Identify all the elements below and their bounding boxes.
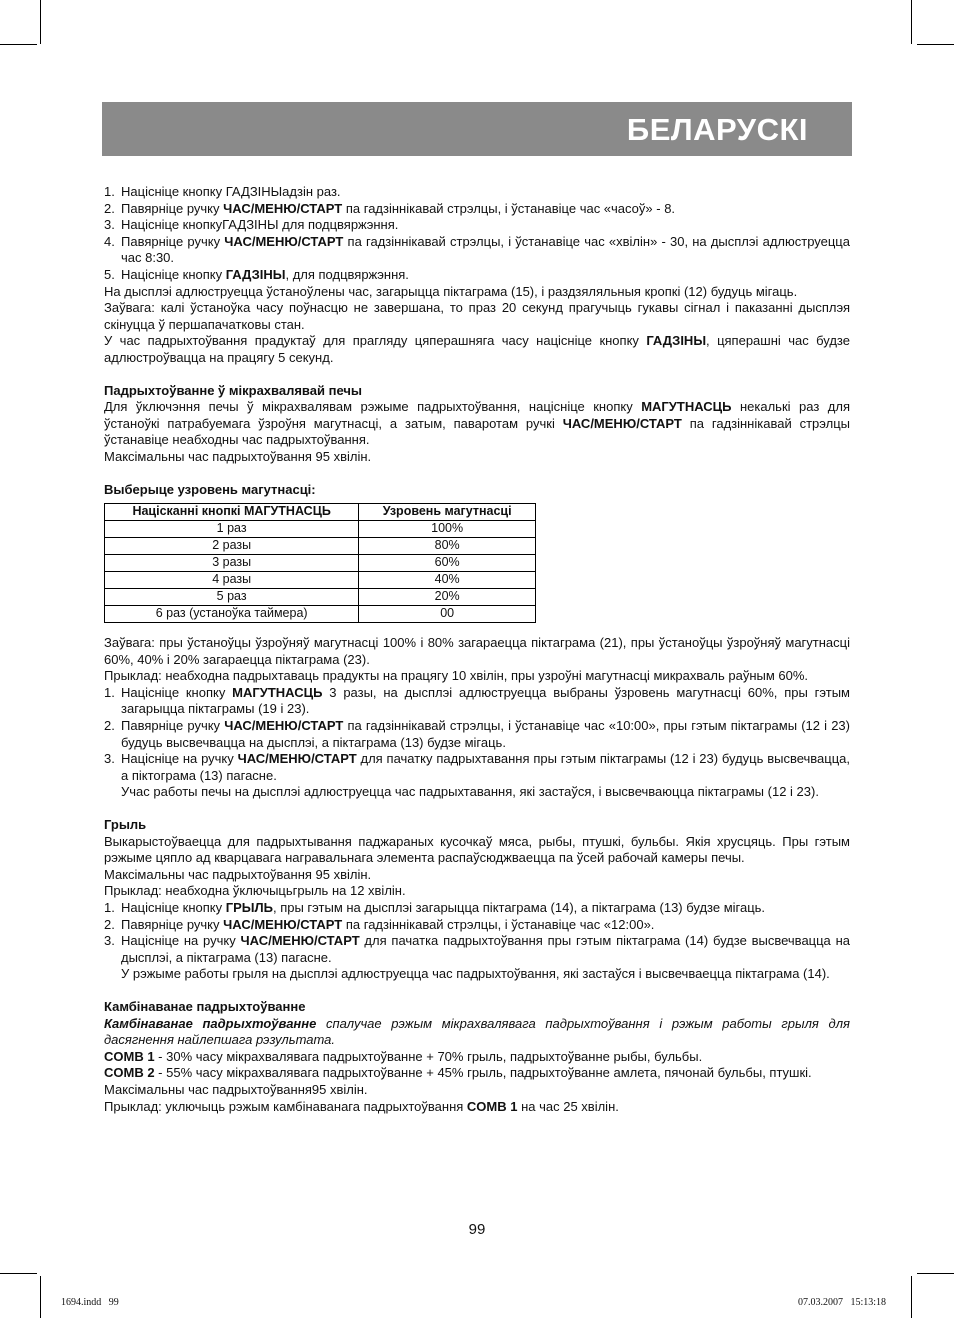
list-text	[121, 685, 850, 718]
text-run: Максімальны час падрыхтоўвання 95 хвілін.	[104, 866, 372, 882]
list-text	[121, 201, 850, 218]
text-run: па гадзіннікавай стрэлцы, і ўстанавіце час «часоў» - 8.	[342, 200, 676, 216]
crop-mark	[0, 1273, 37, 1274]
text-run: МАГУТНАСЦЬ	[641, 399, 732, 415]
cell-presses: 4 разы	[105, 572, 359, 589]
crop-mark	[917, 44, 954, 45]
text-run: спалучае рэжым мікрахвалявага падрыхтоўвання і рэжым работы грыля для дасягнення найлепшага рэзультата.	[104, 1015, 850, 1048]
power-table	[104, 503, 536, 623]
list-text	[121, 917, 850, 934]
text-run: COMB 1	[466, 1098, 518, 1114]
list-number: 4.	[104, 233, 115, 249]
paragraph	[104, 1049, 850, 1066]
text-run: Націсніце кнопкуГАДЗІНЫ для подцвяржэння.	[121, 217, 399, 233]
paragraph	[104, 867, 850, 884]
text-run: Націсніце кнопку	[121, 684, 233, 700]
text-run: па гадзіннікавай стрэлцы, і ўстанавіце час «12:00».	[342, 916, 655, 932]
list-text	[121, 217, 850, 234]
cell-presses: 3 разы	[105, 555, 359, 572]
paragraph	[104, 1065, 850, 1082]
text-run: па гадзіннікавай стрэлцы ўстанавіце неабходны час падрыхтоўвання.	[104, 415, 850, 448]
table-header-level: Узровень магутнасці	[359, 504, 536, 521]
text-run: COMB 1	[104, 1048, 155, 1064]
list-item	[104, 917, 850, 934]
paragraph	[104, 635, 850, 668]
text-run: , цяперашні час будзе адлюстроўвацца на працягу 5 секунд.	[104, 333, 850, 365]
power-steps	[104, 685, 850, 785]
text-run: на час 25 хвілін.	[517, 1098, 619, 1114]
table-row	[105, 521, 536, 538]
list-text	[121, 933, 850, 966]
crop-mark	[917, 1273, 954, 1274]
text-run: Прыклад: неабходна падрыхтаваць прадукты на працягу 10 хвілін, пры узроўні магутнасці микрахваль раўным 60%.	[104, 668, 809, 684]
text-run: па гадзіннікавай стрэлцы, і ўстанавіце час «хвілін» - 30, на дысплэі адлюструецца час 8:30.	[121, 233, 850, 266]
list-item	[104, 900, 850, 917]
crop-mark	[911, 0, 912, 44]
crop-mark	[40, 0, 41, 44]
paragraph	[104, 883, 850, 900]
text-run: для пачатку падрыхтавання пры гэтым піктаграмы (12 і 23) будуць высвечвацца, а піктограма (13) пагасне.	[121, 751, 851, 783]
text-run: Выкарыстоўваецца для падрыхтывання паджараных кусочкаў мяса, рыбы, птушкі, бульбы. Якія хрусцяць. Пры гэтым рэжыме цяпло ад кварцавага награвальнага элемента распаўсюджваецца па ўсей рабочай камеры печы.	[104, 833, 850, 866]
text-run: COMB 2	[104, 1065, 155, 1081]
text-run: - 55% часу мікрахвалявага падрыхтоўванне + 45% грыль, падрыхтоўванне амлета, пячонай бульбы, птушкі.	[154, 1065, 812, 1081]
text-run: Павярніце ручку	[121, 916, 224, 932]
paragraph	[104, 1082, 850, 1099]
list-text	[121, 234, 850, 267]
cell-level: 80%	[359, 538, 536, 555]
grill-paragraphs	[104, 834, 850, 900]
list-item	[104, 217, 850, 234]
list-text	[121, 751, 850, 784]
footer-file-info: 1694.indd 99	[61, 1297, 119, 1308]
list-text	[121, 718, 850, 751]
text-run: Націсніце кнопку ГАДЗІНЫадзін раз.	[121, 184, 341, 199]
list-number: 3.	[104, 751, 115, 767]
text-run: МАГУТНАСЦЬ	[232, 684, 323, 700]
list-number: 1.	[104, 184, 115, 199]
table-row	[105, 538, 536, 555]
grill-heading: Грыль	[104, 817, 147, 833]
paragraph	[104, 668, 850, 685]
power-paragraphs	[104, 635, 850, 685]
list-number: 1.	[104, 684, 115, 700]
list-item	[104, 751, 850, 784]
clock-setup-steps	[104, 184, 850, 284]
text-run: ГАДЗІНЫ	[646, 333, 707, 349]
paragraph	[104, 834, 850, 867]
list-text	[121, 184, 850, 201]
crop-mark	[40, 1276, 41, 1318]
text-run: Павярніце ручку	[121, 233, 225, 249]
cell-level: 60%	[359, 555, 536, 572]
cell-presses: 5 раз	[105, 589, 359, 606]
text-run: ГРЫЛЬ	[225, 900, 273, 915]
paragraph	[104, 333, 850, 366]
list-item	[104, 685, 850, 718]
text-run: Павярніце ручку	[121, 718, 225, 734]
text-run: Націсніце кнопку	[121, 266, 226, 282]
power-indent-note: Учас работы печы на дысплэі адлюструецца час падрыхтавання, які застаўся, і высвечваюцца піктаграмы (12 і 23).	[121, 784, 819, 800]
list-item	[104, 184, 850, 201]
paragraph	[104, 300, 850, 333]
table-header-presses: Націсканні кнопкі МАГУТНАСЦЬ	[105, 504, 359, 521]
text-run: , пры гэтым на дысплэі загарыцца піктаграма (14), а піктаграма (13) будзе мігаць.	[272, 900, 766, 915]
text-run: У час падрыхтоўвання прадуктаў для прагляду цяперашняга часу націсніце кнопку	[104, 333, 647, 349]
list-number: 3.	[104, 933, 115, 949]
text-run: ЧАС/МЕНЮ/СТАРТ	[223, 916, 343, 932]
text-run: ЧАС/МЕНЮ/СТАРТ	[223, 200, 343, 216]
cell-presses: 6 раз (устаноўка таймера)	[105, 606, 359, 623]
text-run: Максімальны час падрыхтоўвання 95 хвілін.	[104, 448, 372, 464]
text-run: некалькі раз для ўстаноўкі патрабуемага ўзроўня магутнасці, а затым, паваротам ручкі	[104, 399, 850, 431]
list-number: 3.	[104, 217, 115, 233]
list-item	[104, 267, 850, 284]
table-row	[105, 606, 536, 623]
list-item	[104, 201, 850, 218]
power-heading: Выберыце узровень магутнасці:	[104, 481, 316, 497]
text-run: ГАДЗІНЫ	[225, 266, 286, 282]
text-run: Максімальны час падрыхтоўвання95 хвілін.	[104, 1081, 368, 1097]
paragraph	[104, 284, 850, 301]
crop-mark	[0, 44, 37, 45]
cell-presses: 1 раз	[105, 521, 359, 538]
micro-heading: Падрыхтоўванне ў мікрахвалявай печы	[104, 382, 362, 398]
language-banner	[102, 102, 852, 156]
text-run: На дысплэі адлюструецца ўстаноўлены час, загарыцца піктаграма (15), і раздзяляльныя кропкі (12) будуць мігаць.	[104, 283, 798, 299]
text-run: ЧАС/МЕНЮ/СТАРТ	[240, 933, 360, 949]
paragraph	[104, 449, 850, 466]
paragraph	[104, 1099, 850, 1116]
banner-title: БЕЛАРУСКІ	[626, 112, 808, 147]
text-run: Камбінаванае падрыхтоўванне	[104, 1015, 317, 1031]
text-run: Для ўключэння печы ў мікрахвалявам рэжыме падрыхтоўвання, націсніце кнопку	[104, 399, 642, 415]
footer-timestamp: 07.03.2007 15:13:18	[797, 1297, 886, 1308]
text-run: ЧАС/МЕНЮ/СТАРТ	[562, 415, 682, 431]
cell-level: 40%	[359, 572, 536, 589]
list-number: 1.	[104, 900, 115, 915]
clock-notes	[104, 284, 850, 367]
combo-heading: Камбінаванае падрыхтоўванне	[104, 998, 306, 1014]
cell-level: 20%	[359, 589, 536, 606]
paragraph	[104, 399, 850, 449]
table-row	[105, 572, 536, 589]
text-run: ЧАС/МЕНЮ/СТАРТ	[237, 751, 357, 767]
text-run: Заўвага: калі ўстаноўка часу поўнасцю не завершана, то праз 20 секунд прагучыць гукавы сігнал і паказанні дысплэя скінуцца ў першапачатковы стан.	[104, 300, 850, 332]
crop-mark	[911, 1276, 912, 1318]
text-run: - 30% часу мікрахвалявага падрыхтоўванне + 70% грыль, падрыхтоўванне рыбы, бульбы.	[154, 1048, 703, 1064]
page-number: 99	[468, 1221, 486, 1238]
grill-indent-note: У рэжыме работы грыля на дысплэі адлюструецца час падрыхтоўвання, які застаўся і высвечваецца піктаграма (14).	[121, 966, 830, 982]
cell-presses: 2 разы	[105, 538, 359, 555]
list-number: 2.	[104, 200, 115, 216]
text-run: Націсніце на ручку	[121, 933, 241, 949]
text-run: Націсніце на ручку	[121, 751, 238, 767]
text-run: Прыклад: неабходна ўключыцьгрыль на 12 хвілін.	[104, 883, 406, 899]
list-number: 2.	[104, 718, 115, 734]
text-run: па гадзіннікавай стрэлцы, і ўстанавіце час «10:00», пры гэтым піктаграмы (12 і 23) будуць высвечвацца на дысплэі, а піктаграма (13) будзе мігаць.	[121, 718, 850, 750]
text-run: Заўвага: пры ўстаноўцы ўзроўняў магутнасці 100% і 80% загараецца піктаграма (21), пры ўстаноўцы ўзроўняў магутнасці 60%, 40% і 20% загараецца піктаграма (23).	[104, 635, 850, 667]
table-row	[105, 555, 536, 572]
list-item	[104, 234, 850, 267]
list-text	[121, 267, 850, 284]
text-run: ЧАС/МЕНЮ/СТАРТ	[224, 718, 344, 734]
cell-level: 00	[359, 606, 536, 623]
table-header-row	[105, 504, 536, 521]
text-run: 3 разы, на дысплэі адлюструецца выбраны ўзровень магутнасці 60%, пры гэтым загарыцца піктаграмы (19 і 23).	[121, 684, 850, 717]
combo-paragraphs	[104, 1016, 850, 1116]
micro-paragraphs	[104, 399, 850, 465]
cell-level: 100%	[359, 521, 536, 538]
text-run: ЧАС/МЕНЮ/СТАРТ	[224, 233, 344, 249]
text-run: , для подцвяржэння.	[285, 266, 409, 282]
list-number: 5.	[104, 266, 115, 282]
page-content	[104, 184, 850, 1115]
text-run: Павярніце ручку	[121, 200, 224, 216]
text-run: Націсніце кнопку	[121, 900, 226, 915]
grill-steps	[104, 900, 850, 966]
text-run: для пачатка падрыхтоўвання пры гэтым піктаграма (14) будзе высвечвацца на дысплэі, а піктаграма (13) пагасне.	[121, 933, 850, 965]
text-run: Прыклад: уключыць рэжым камбінаванага падрыхтоўвання	[104, 1098, 467, 1114]
list-text	[121, 900, 850, 917]
list-number: 2.	[104, 916, 115, 932]
list-item	[104, 933, 850, 966]
paragraph	[104, 1016, 850, 1049]
list-item	[104, 718, 850, 751]
table-row	[105, 589, 536, 606]
